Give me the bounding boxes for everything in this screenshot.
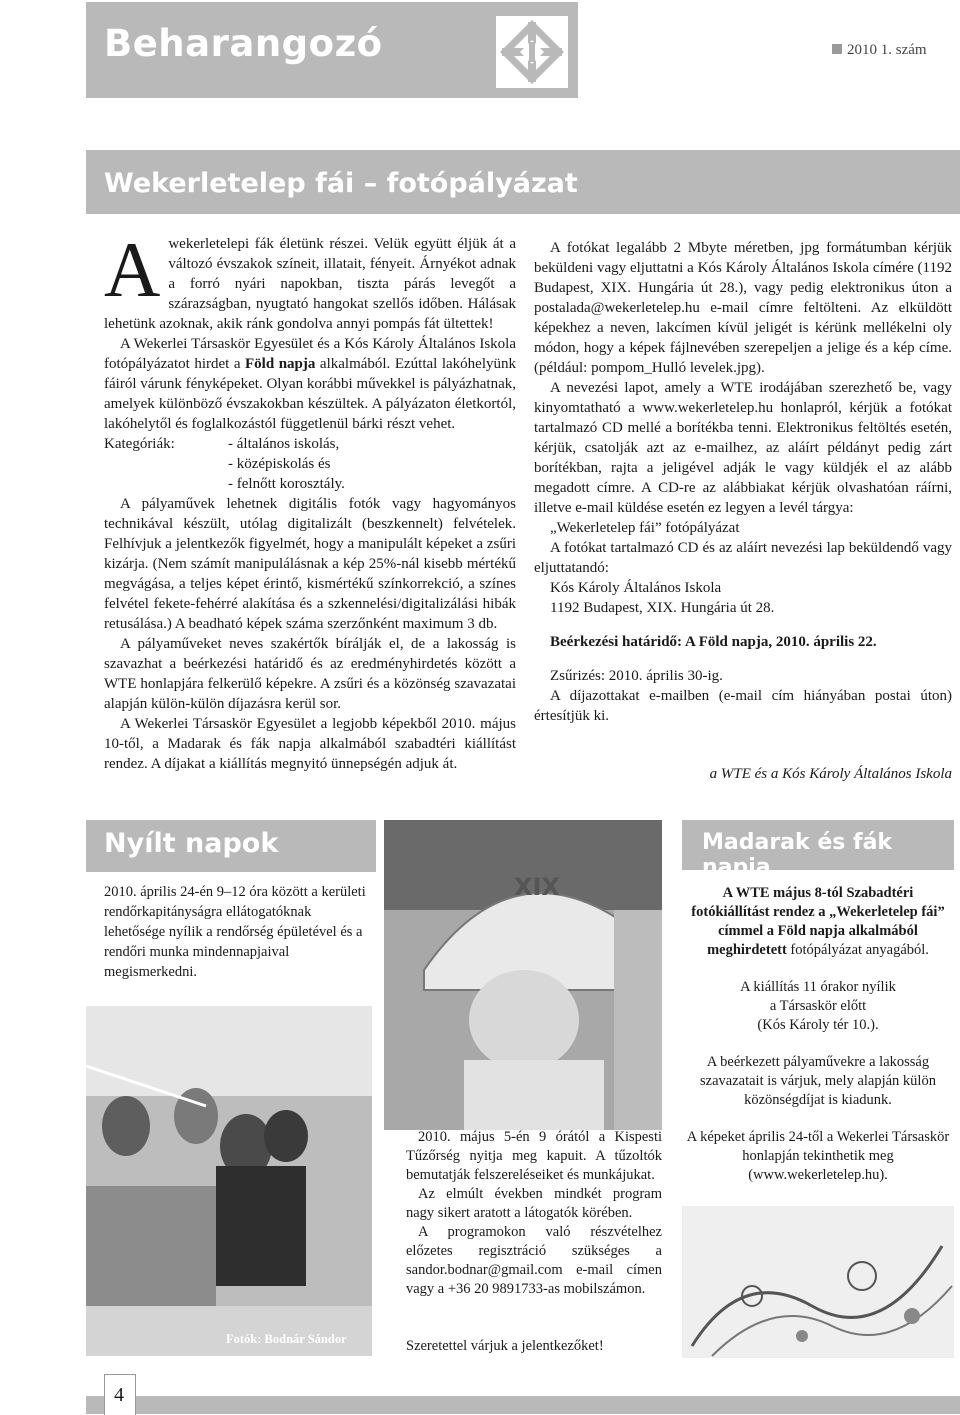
address-line: 1192 Budapest, XIX. Hungária út 28. [550, 600, 775, 616]
kispest-text [406, 1128, 662, 1299]
category-item: - középiskolás és [228, 456, 331, 472]
signature: a WTE és a Kós Károly Általános Iskola [709, 766, 952, 782]
article-paragraph: A pályaműveket neves szakértők bírálják el, de a lakosság is szavazhat a beérkezési határidő és az eredményhirdetés között a WTE honlapjára felkerülő képekre. A zsűri és a közönség szavazatai alapján külön-külön díjazásra kerül sor. [104, 636, 516, 712]
madarak-paragraph: A képeket április 24-től a Wekerlei Társaskör honlapján tekinthetik meg (www.wekerletelep.hu). [686, 1129, 950, 1183]
category-item: - felnőtt korosztály. [228, 476, 345, 492]
logo-icon [496, 16, 568, 88]
footer-bar [86, 1396, 960, 1414]
drop-cap: A [104, 226, 161, 313]
floral-ornament-icon [682, 1206, 954, 1358]
article-paragraph: Zsűrizés: 2010. április 30-ig. [550, 668, 723, 684]
madarak-paragraph: A WTE május 8-tól Szabadtéri fotókiállítást rendez a „Wekerletelep fái” címmel a Föld napja alkalmából meghirdetett fotópályázat anyagából. [691, 885, 945, 958]
kispest-closing: Szeretettel várjuk a jelentkezőket! [406, 1338, 604, 1354]
photo-firefighters [86, 1006, 372, 1356]
section-title: Madarak és fák napja [702, 830, 893, 880]
photo-credit: Fotók: Bodnár Sándor [226, 1332, 347, 1346]
article-paragraph: A fotókat legalább 2 Mbyte méretben, jpg formátumban kérjük beküldeni vagy eljuttatni a Kós Károly Általános Iskola címére (1192 Budapest, XIX. Hungária út 28.), vagy pedig elektronikus úton a postalada@wekerletelep.hu e-mail címre feltölteni. Az elküldött képekhez a neven, lakcímen kívül jeligét is kérünk mellékelni oly módon, hogy a képek fájlnevében szerepeljen a jelige és a kép címe. (például: pompom_Hulló levelek.jpg). [534, 240, 952, 376]
kispest-paragraph: Az elmúlt években mindkét program nagy sikert aratott a látogatók körében. [406, 1186, 662, 1221]
section-title: Nyílt napok [104, 828, 279, 859]
article-paragraph: A fotókat tartalmazó CD és az aláírt nevezési lap beküldendő vagy eljuttatandó: [534, 540, 952, 576]
article-paragraph: A díjazottakat e-mailben (e-mail cím hiányában postai úton) értesítjük ki. [534, 688, 952, 724]
address-line: Kós Károly Általános Iskola [550, 580, 722, 596]
helmet-label: XIX [514, 873, 560, 901]
madarak-paragraph: A kiállítás 11 órakor nyílik a Társaskör előtt (Kós Károly tér 10.). [740, 979, 896, 1033]
intro-paragraph: Awekerletelepi fák életünk részei. Velük együtt éljük át a változó évszakok színeit, illatait, fényeit. Árnyékot adnak a forró nyári napokban, tiszta párás levegőt a szárazságban, nyugtató hangokat szellős időben. Hálásak lehetünk azoknak, akik ránk gondolva annyi pompás fát ültettek! [104, 226, 516, 332]
madarak-paragraph: A beérkezett pályaművekre a lakosság szavazatait is várjuk, mely alapján külön közönségdíjat is kiadunk. [700, 1054, 936, 1108]
section-title: Wekerletelep fái – fotópályázat [104, 168, 578, 199]
categories [104, 434, 516, 494]
kispest-paragraph: A programokon való részvételhez előzetes regisztráció szükséges a sandor.bodnar@gmail.com e-mail címen vagy a +36 20 9891733-as mobilszámon. [406, 1224, 662, 1297]
page-number: 4 [114, 1384, 124, 1406]
header-title: Beharangozó [104, 22, 383, 65]
issue-info: 2010 1. szám [832, 42, 927, 59]
article-paragraph: A nevezési lapot, amely a WTE irodájában szerezhető be, vagy kinyomtatható a www.wekerletelep.hu honlapról, kérjük a fotókat tartalmazó CD mellé a borítékba tenni. Elektronikus feltöltés esetén, kérjük, csatolják azt az e-mailhez, az aláírt példányt pedig zárt borítékban, rajta a jeligével adják le vagy küldjék el az alább megadott címre. A CD-re az alábbiakat kérjük olvashatóan ráírni, illetve e-mail küldése esetén ez legyen a levél tárgya: [534, 380, 952, 516]
categories-label: Kategóriák: [104, 436, 175, 452]
madarak-text [682, 884, 954, 1203]
article-paragraph: „Wekerletelep fái” fotópályázat [550, 520, 740, 536]
article-paragraph: A Wekerlei Társaskör Egyesület és a Kós Károly Általános Iskola fotópályázatot hirdet a Föld napja alkalmából. Ezúttal lakóhelyünk fáiról várunk fényképeket. Olyan korábbi művekkel is pályázhatnak, amelyek különböző évszakokban készültek. A pályázaton életkortól, lakóhelytől és foglalkozástól függetlenül bárki részt vehet. [104, 336, 516, 432]
article-right-column [534, 238, 952, 726]
kispest-paragraph: 2010. május 5-én 9 órától a Kispesti Tűzőrség nyitja meg kapuit. A tűzoltók bemutatják felszereléseiket és munkájukat. [406, 1129, 662, 1183]
nyilt-text: 2010. április 24-én 9–12 óra között a kerületi rendőrkapitányságra ellátogatóknak lehetősége nyílik a rendőrség épületével és a rendőri munka mindennapjaival megismerkedni. [104, 884, 366, 980]
category-item: - általános iskolás, [228, 436, 340, 452]
deadline: Beérkezési határidő: A Föld napja, 2010. április 22. [550, 634, 877, 650]
article-paragraph: A Wekerlei Társaskör Egyesület a legjobb képekből 2010. május 10-től, a Madarak és fák napja alkalmából szabadtéri kiállítást rendez. A díjakat a kiállítás megnyitó ünnepségén adjuk át. [104, 716, 516, 772]
article-paragraph: A pályaművek lehetnek digitális fotók vagy hagyományos technikával készült, utólag digitalizált (beszkennelt) felvételek. Felhívjuk a jelentkezők figyelmét, hogy a manipulált képeket a zsűri kizárja. (Nem számít manipulálásnak a kép 25%-nál kisebb mértékű megvágása, a teljes képet érintő, kismértékű színkorrekció, a színes felvétel fekete-fehérré alakítása és a szkennelési/digitalizálási hibák retusálása.) A beadható képek száma szerzőnként maximum 3 db. [104, 496, 516, 632]
article-left-column [104, 226, 516, 774]
photo-child-helmet [384, 820, 662, 1130]
